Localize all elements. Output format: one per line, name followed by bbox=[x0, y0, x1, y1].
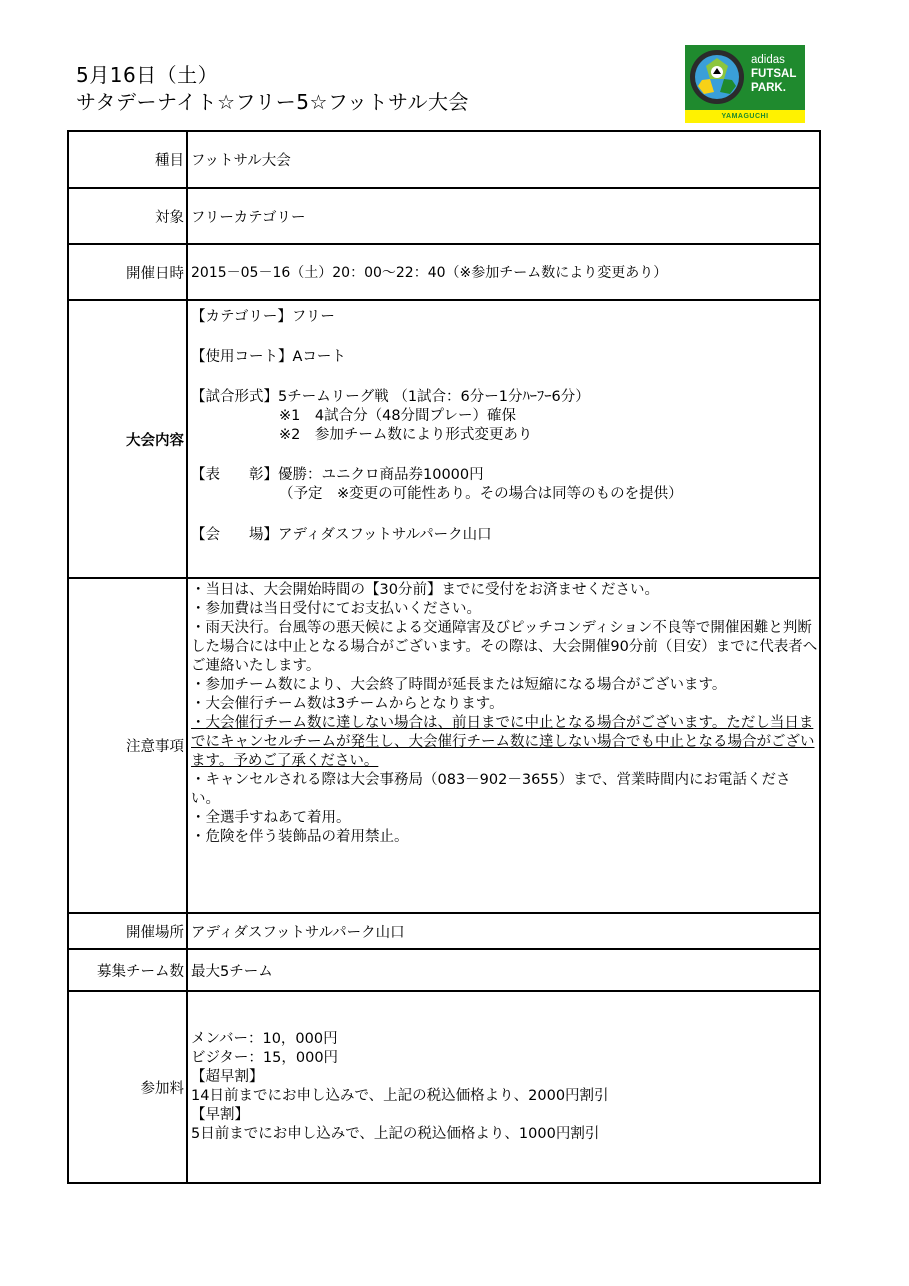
value-notes bbox=[187, 578, 820, 913]
soccer-ball-icon bbox=[690, 50, 744, 104]
note-item: ・参加費は当日受付にてお支払いください。 bbox=[191, 601, 481, 617]
page-title bbox=[76, 62, 469, 116]
label-target: 対象 bbox=[68, 188, 187, 244]
label-content: 大会内容 bbox=[68, 300, 187, 578]
label-event-type: 種目 bbox=[68, 131, 187, 188]
logo-line-futsal: FUTSAL bbox=[751, 68, 797, 80]
value-content bbox=[187, 300, 820, 578]
value-datetime: 2015－05－16（土）20：00～22：40（※参加チーム数により変更あり） bbox=[187, 244, 820, 300]
row-datetime bbox=[68, 244, 820, 300]
fee-early-detail: 5日前までにお申し込みで、上記の税込価格より、1000円割引 bbox=[191, 1126, 600, 1142]
fee-member: メンバー：10，000円 bbox=[191, 1031, 338, 1047]
content-format: 【試合形式】5チームリーグ戦 （1試合：6分ー1分ﾊｰﾌｰ6分） bbox=[191, 389, 590, 405]
row-event-type bbox=[68, 131, 820, 188]
row-target bbox=[68, 188, 820, 244]
value-fee bbox=[187, 991, 820, 1183]
row-fee bbox=[68, 991, 820, 1183]
note-item-underlined: ・大会催行チーム数に達しない場合は、前日までに中止となる場合がございます。ただし当日までにキャンセルチームが発生し、大会催行チーム数に達しない場合でも中止となる場合がございます。予めご了承ください。 bbox=[191, 715, 815, 769]
logo-strip-yamaguchi: YAMAGUCHI bbox=[685, 110, 805, 123]
fee-super-early-detail: 14日前までにお申し込みで、上記の税込価格より、2000円割引 bbox=[191, 1088, 609, 1104]
adidas-futsal-park-logo bbox=[685, 45, 805, 123]
label-fee: 参加料 bbox=[68, 991, 187, 1183]
row-content bbox=[68, 300, 820, 578]
logo-wordmark bbox=[751, 53, 796, 95]
event-info-table bbox=[67, 130, 821, 1184]
content-format-note-1: ※1 4試合分（48分間プレー）確保 bbox=[279, 408, 516, 424]
content-category: 【カテゴリー】フリー bbox=[191, 309, 335, 325]
content-award-note: （予定 ※変更の可能性あり。その場合は同等のものを提供） bbox=[279, 486, 683, 502]
value-target: フリーカテゴリー bbox=[187, 188, 820, 244]
note-item: ・当日は、大会開始時間の【30分前】までに受付をお済ませください。 bbox=[191, 582, 659, 598]
content-court: 【使用コート】Aコート bbox=[191, 349, 346, 365]
logo-line-adidas: adidas bbox=[751, 54, 785, 66]
value-venue: アディダスフットサルパーク山口 bbox=[187, 913, 820, 949]
fee-super-early-heading: 【超早割】 bbox=[191, 1069, 264, 1085]
note-item: ・全選手すねあて着用。 bbox=[191, 810, 351, 826]
row-venue bbox=[68, 913, 820, 949]
note-item: ・参加チーム数により、大会終了時間が延長または短縮になる場合がございます。 bbox=[191, 677, 727, 693]
fee-visitor: ビジター：15，000円 bbox=[191, 1050, 339, 1066]
note-item: ・雨天決行。台風等の悪天候による交通障害及びピッチコンディション不良等で開催困難と判断した場合には中止となる場合がございます。その際は、大会開催90分前（目安）までに代表者へご連絡いたします。 bbox=[191, 620, 818, 674]
fee-early-heading: 【早割】 bbox=[191, 1107, 249, 1123]
content-venue: 【会 場】アディダスフットサルパーク山口 bbox=[191, 527, 492, 543]
label-venue: 開催場所 bbox=[68, 913, 187, 949]
event-date: 5月16日（土） bbox=[76, 63, 219, 87]
label-teams: 募集チーム数 bbox=[68, 949, 187, 991]
note-item: ・キャンセルされる際は大会事務局（083－902－3655）まで、営業時間内にお電話ください。 bbox=[191, 772, 791, 807]
value-event-type: フットサル大会 bbox=[187, 131, 820, 188]
label-datetime: 開催日時 bbox=[68, 244, 187, 300]
row-teams bbox=[68, 949, 820, 991]
note-item: ・危険を伴う装飾品の着用禁止。 bbox=[191, 829, 409, 845]
content-format-note-2: ※2 参加チーム数により形式変更あり bbox=[279, 427, 533, 443]
label-notes: 注意事項 bbox=[68, 578, 187, 913]
content-award: 【表 彰】優勝：ユニクロ商品券10000円 bbox=[191, 467, 484, 483]
logo-line-park: PARK. bbox=[751, 82, 786, 94]
row-notes bbox=[68, 578, 820, 913]
note-item: ・大会催行チーム数は3チームからとなります。 bbox=[191, 696, 504, 712]
value-teams: 最大5チーム bbox=[187, 949, 820, 991]
event-name: サタデーナイト☆フリー5☆フットサル大会 bbox=[76, 90, 469, 114]
